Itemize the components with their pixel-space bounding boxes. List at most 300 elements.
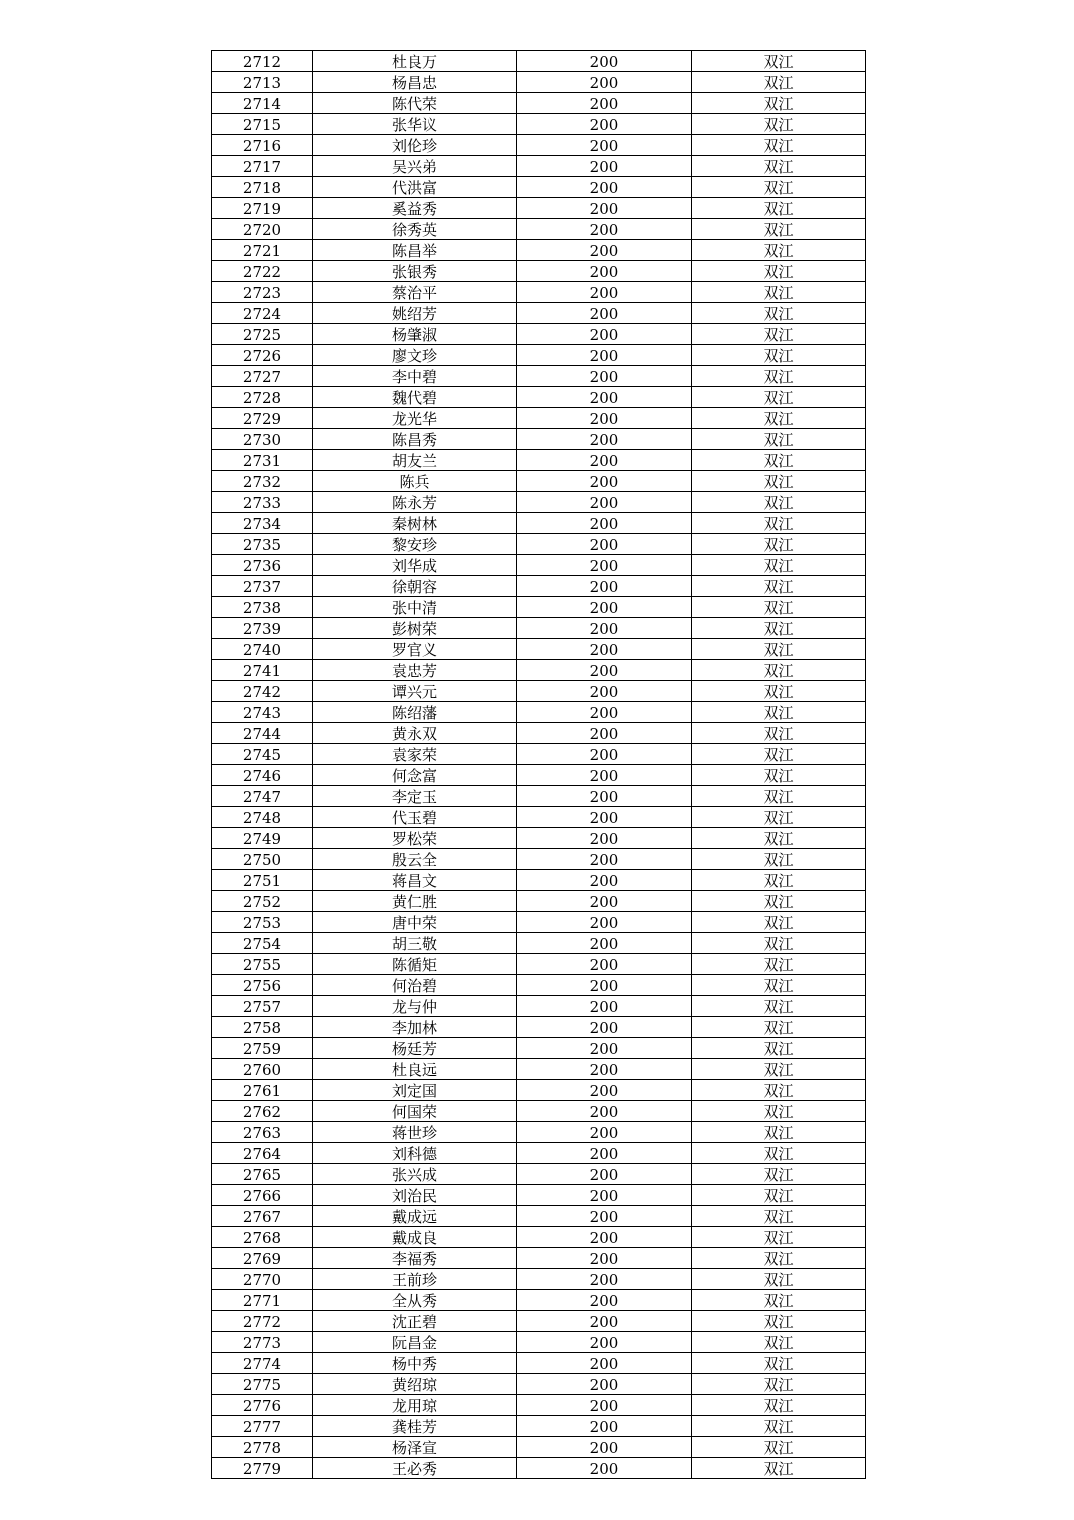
cell-number: 2761 bbox=[212, 1080, 313, 1101]
table-row bbox=[212, 492, 866, 513]
cell-amount: 200 bbox=[517, 198, 692, 219]
cell-name: 徐朝容 bbox=[313, 576, 517, 597]
table-row bbox=[212, 366, 866, 387]
cell-name: 张中清 bbox=[313, 597, 517, 618]
cell-amount: 200 bbox=[517, 681, 692, 702]
table-row bbox=[212, 282, 866, 303]
cell-number: 2765 bbox=[212, 1164, 313, 1185]
cell-number: 2742 bbox=[212, 681, 313, 702]
cell-amount: 200 bbox=[517, 891, 692, 912]
cell-amount: 200 bbox=[517, 450, 692, 471]
cell-number: 2767 bbox=[212, 1206, 313, 1227]
cell-area: 双江 bbox=[692, 1122, 866, 1143]
table-row bbox=[212, 870, 866, 891]
cell-name: 陈循矩 bbox=[313, 954, 517, 975]
cell-amount: 200 bbox=[517, 1311, 692, 1332]
cell-name: 陈绍藩 bbox=[313, 702, 517, 723]
cell-name: 陈昌举 bbox=[313, 240, 517, 261]
cell-number: 2754 bbox=[212, 933, 313, 954]
cell-name: 王必秀 bbox=[313, 1458, 517, 1479]
cell-area: 双江 bbox=[692, 681, 866, 702]
cell-amount: 200 bbox=[517, 1416, 692, 1437]
cell-amount: 200 bbox=[517, 996, 692, 1017]
table-row bbox=[212, 996, 866, 1017]
cell-number: 2770 bbox=[212, 1269, 313, 1290]
cell-name: 王前珍 bbox=[313, 1269, 517, 1290]
cell-number: 2776 bbox=[212, 1395, 313, 1416]
cell-amount: 200 bbox=[517, 408, 692, 429]
cell-name: 戴成远 bbox=[313, 1206, 517, 1227]
cell-amount: 200 bbox=[517, 786, 692, 807]
cell-number: 2725 bbox=[212, 324, 313, 345]
cell-number: 2732 bbox=[212, 471, 313, 492]
cell-area: 双江 bbox=[692, 198, 866, 219]
cell-amount: 200 bbox=[517, 828, 692, 849]
table-row bbox=[212, 1458, 866, 1479]
table-row bbox=[212, 576, 866, 597]
cell-area: 双江 bbox=[692, 534, 866, 555]
table-row bbox=[212, 1122, 866, 1143]
cell-number: 2747 bbox=[212, 786, 313, 807]
cell-amount: 200 bbox=[517, 1248, 692, 1269]
cell-area: 双江 bbox=[692, 72, 866, 93]
table-row bbox=[212, 597, 866, 618]
cell-number: 2763 bbox=[212, 1122, 313, 1143]
cell-name: 李加林 bbox=[313, 1017, 517, 1038]
table-row bbox=[212, 1185, 866, 1206]
cell-name: 蔡治平 bbox=[313, 282, 517, 303]
table-row bbox=[212, 1059, 866, 1080]
cell-name: 罗官义 bbox=[313, 639, 517, 660]
cell-area: 双江 bbox=[692, 807, 866, 828]
cell-area: 双江 bbox=[692, 1248, 866, 1269]
cell-number: 2748 bbox=[212, 807, 313, 828]
table-row bbox=[212, 534, 866, 555]
cell-amount: 200 bbox=[517, 366, 692, 387]
cell-area: 双江 bbox=[692, 576, 866, 597]
cell-name: 蒋世珍 bbox=[313, 1122, 517, 1143]
cell-name: 陈永芳 bbox=[313, 492, 517, 513]
cell-amount: 200 bbox=[517, 51, 692, 72]
cell-amount: 200 bbox=[517, 1164, 692, 1185]
cell-area: 双江 bbox=[692, 1269, 866, 1290]
table-row bbox=[212, 1332, 866, 1353]
cell-name: 戴成良 bbox=[313, 1227, 517, 1248]
cell-amount: 200 bbox=[517, 660, 692, 681]
cell-amount: 200 bbox=[517, 807, 692, 828]
cell-number: 2775 bbox=[212, 1374, 313, 1395]
cell-name: 黄永双 bbox=[313, 723, 517, 744]
cell-name: 刘华成 bbox=[313, 555, 517, 576]
cell-name: 何国荣 bbox=[313, 1101, 517, 1122]
cell-area: 双江 bbox=[692, 870, 866, 891]
cell-number: 2773 bbox=[212, 1332, 313, 1353]
cell-amount: 200 bbox=[517, 1458, 692, 1479]
cell-number: 2769 bbox=[212, 1248, 313, 1269]
cell-number: 2736 bbox=[212, 555, 313, 576]
cell-name: 张兴成 bbox=[313, 1164, 517, 1185]
cell-area: 双江 bbox=[692, 1185, 866, 1206]
cell-amount: 200 bbox=[517, 954, 692, 975]
table-row bbox=[212, 1017, 866, 1038]
cell-amount: 200 bbox=[517, 93, 692, 114]
cell-name: 代玉碧 bbox=[313, 807, 517, 828]
cell-amount: 200 bbox=[517, 114, 692, 135]
cell-amount: 200 bbox=[517, 702, 692, 723]
cell-amount: 200 bbox=[517, 513, 692, 534]
cell-number: 2731 bbox=[212, 450, 313, 471]
cell-amount: 200 bbox=[517, 1038, 692, 1059]
table-row bbox=[212, 1248, 866, 1269]
table-row bbox=[212, 450, 866, 471]
cell-amount: 200 bbox=[517, 597, 692, 618]
cell-amount: 200 bbox=[517, 387, 692, 408]
cell-area: 双江 bbox=[692, 1311, 866, 1332]
cell-amount: 200 bbox=[517, 765, 692, 786]
table-row bbox=[212, 660, 866, 681]
table-row bbox=[212, 93, 866, 114]
cell-number: 2734 bbox=[212, 513, 313, 534]
cell-number: 2722 bbox=[212, 261, 313, 282]
table-row bbox=[212, 303, 866, 324]
cell-amount: 200 bbox=[517, 1080, 692, 1101]
cell-area: 双江 bbox=[692, 597, 866, 618]
cell-name: 阮昌金 bbox=[313, 1332, 517, 1353]
cell-name: 唐中荣 bbox=[313, 912, 517, 933]
cell-number: 2764 bbox=[212, 1143, 313, 1164]
cell-area: 双江 bbox=[692, 1038, 866, 1059]
cell-name: 张银秀 bbox=[313, 261, 517, 282]
cell-amount: 200 bbox=[517, 429, 692, 450]
cell-name: 刘治民 bbox=[313, 1185, 517, 1206]
cell-name: 李中碧 bbox=[313, 366, 517, 387]
cell-area: 双江 bbox=[692, 933, 866, 954]
table-row bbox=[212, 912, 866, 933]
cell-number: 2729 bbox=[212, 408, 313, 429]
table-row bbox=[212, 933, 866, 954]
table-row bbox=[212, 135, 866, 156]
cell-area: 双江 bbox=[692, 1227, 866, 1248]
cell-amount: 200 bbox=[517, 618, 692, 639]
cell-area: 双江 bbox=[692, 324, 866, 345]
table-row bbox=[212, 1395, 866, 1416]
cell-area: 双江 bbox=[692, 765, 866, 786]
table-row bbox=[212, 1311, 866, 1332]
cell-area: 双江 bbox=[692, 1101, 866, 1122]
cell-area: 双江 bbox=[692, 1059, 866, 1080]
cell-name: 袁家荣 bbox=[313, 744, 517, 765]
table-row bbox=[212, 723, 866, 744]
cell-number: 2743 bbox=[212, 702, 313, 723]
cell-amount: 200 bbox=[517, 555, 692, 576]
cell-area: 双江 bbox=[692, 786, 866, 807]
cell-area: 双江 bbox=[692, 891, 866, 912]
table-row bbox=[212, 1101, 866, 1122]
cell-amount: 200 bbox=[517, 1101, 692, 1122]
cell-amount: 200 bbox=[517, 1395, 692, 1416]
cell-number: 2718 bbox=[212, 177, 313, 198]
cell-amount: 200 bbox=[517, 492, 692, 513]
table-row bbox=[212, 975, 866, 996]
cell-number: 2774 bbox=[212, 1353, 313, 1374]
table-row bbox=[212, 240, 866, 261]
cell-name: 蒋昌文 bbox=[313, 870, 517, 891]
cell-number: 2733 bbox=[212, 492, 313, 513]
table-row bbox=[212, 1206, 866, 1227]
table-row bbox=[212, 1143, 866, 1164]
cell-name: 黎安珍 bbox=[313, 534, 517, 555]
cell-area: 双江 bbox=[692, 156, 866, 177]
cell-name: 刘科德 bbox=[313, 1143, 517, 1164]
cell-amount: 200 bbox=[517, 744, 692, 765]
table-row bbox=[212, 807, 866, 828]
cell-area: 双江 bbox=[692, 408, 866, 429]
cell-area: 双江 bbox=[692, 114, 866, 135]
cell-area: 双江 bbox=[692, 303, 866, 324]
table-row bbox=[212, 1437, 866, 1458]
table-row bbox=[212, 639, 866, 660]
cell-number: 2728 bbox=[212, 387, 313, 408]
cell-amount: 200 bbox=[517, 1185, 692, 1206]
cell-amount: 200 bbox=[517, 1227, 692, 1248]
cell-name: 杜良万 bbox=[313, 51, 517, 72]
cell-name: 袁忠芳 bbox=[313, 660, 517, 681]
table-row bbox=[212, 429, 866, 450]
cell-amount: 200 bbox=[517, 177, 692, 198]
cell-name: 魏代碧 bbox=[313, 387, 517, 408]
cell-number: 2737 bbox=[212, 576, 313, 597]
cell-number: 2721 bbox=[212, 240, 313, 261]
cell-name: 龙与仲 bbox=[313, 996, 517, 1017]
cell-name: 徐秀英 bbox=[313, 219, 517, 240]
table-row bbox=[212, 471, 866, 492]
cell-name: 杨昌忠 bbox=[313, 72, 517, 93]
cell-name: 姚绍芳 bbox=[313, 303, 517, 324]
table-row bbox=[212, 1038, 866, 1059]
table-row bbox=[212, 1353, 866, 1374]
table-row bbox=[212, 849, 866, 870]
cell-number: 2750 bbox=[212, 849, 313, 870]
cell-area: 双江 bbox=[692, 471, 866, 492]
table-row bbox=[212, 1227, 866, 1248]
cell-number: 2766 bbox=[212, 1185, 313, 1206]
cell-name: 陈兵 bbox=[313, 471, 517, 492]
cell-amount: 200 bbox=[517, 1332, 692, 1353]
table-row bbox=[212, 72, 866, 93]
cell-name: 杜良远 bbox=[313, 1059, 517, 1080]
table-row bbox=[212, 156, 866, 177]
cell-number: 2740 bbox=[212, 639, 313, 660]
cell-name: 沈正碧 bbox=[313, 1311, 517, 1332]
table-row bbox=[212, 387, 866, 408]
cell-number: 2749 bbox=[212, 828, 313, 849]
cell-amount: 200 bbox=[517, 1290, 692, 1311]
cell-area: 双江 bbox=[692, 954, 866, 975]
table-row bbox=[212, 681, 866, 702]
cell-amount: 200 bbox=[517, 1122, 692, 1143]
cell-area: 双江 bbox=[692, 261, 866, 282]
cell-number: 2771 bbox=[212, 1290, 313, 1311]
table-row bbox=[212, 786, 866, 807]
table-row bbox=[212, 618, 866, 639]
cell-area: 双江 bbox=[692, 702, 866, 723]
cell-amount: 200 bbox=[517, 219, 692, 240]
cell-name: 何念富 bbox=[313, 765, 517, 786]
cell-area: 双江 bbox=[692, 1143, 866, 1164]
cell-area: 双江 bbox=[692, 1332, 866, 1353]
cell-number: 2727 bbox=[212, 366, 313, 387]
cell-name: 杨廷芳 bbox=[313, 1038, 517, 1059]
table-row bbox=[212, 219, 866, 240]
cell-name: 廖文珍 bbox=[313, 345, 517, 366]
cell-area: 双江 bbox=[692, 1395, 866, 1416]
cell-number: 2723 bbox=[212, 282, 313, 303]
cell-number: 2746 bbox=[212, 765, 313, 786]
cell-amount: 200 bbox=[517, 1374, 692, 1395]
cell-area: 双江 bbox=[692, 513, 866, 534]
cell-amount: 200 bbox=[517, 723, 692, 744]
table-row bbox=[212, 744, 866, 765]
cell-number: 2772 bbox=[212, 1311, 313, 1332]
table-row bbox=[212, 555, 866, 576]
cell-number: 2753 bbox=[212, 912, 313, 933]
cell-area: 双江 bbox=[692, 975, 866, 996]
cell-name: 罗松荣 bbox=[313, 828, 517, 849]
cell-name: 陈代荣 bbox=[313, 93, 517, 114]
table-row bbox=[212, 1269, 866, 1290]
cell-area: 双江 bbox=[692, 1206, 866, 1227]
cell-area: 双江 bbox=[692, 135, 866, 156]
cell-number: 2756 bbox=[212, 975, 313, 996]
table-row bbox=[212, 345, 866, 366]
cell-amount: 200 bbox=[517, 1059, 692, 1080]
cell-area: 双江 bbox=[692, 1164, 866, 1185]
cell-number: 2757 bbox=[212, 996, 313, 1017]
cell-area: 双江 bbox=[692, 177, 866, 198]
cell-area: 双江 bbox=[692, 744, 866, 765]
cell-name: 全从秀 bbox=[313, 1290, 517, 1311]
cell-area: 双江 bbox=[692, 492, 866, 513]
cell-name: 龚桂芳 bbox=[313, 1416, 517, 1437]
cell-number: 2744 bbox=[212, 723, 313, 744]
cell-name: 谭兴元 bbox=[313, 681, 517, 702]
cell-number: 2735 bbox=[212, 534, 313, 555]
table-row bbox=[212, 828, 866, 849]
cell-name: 黄仁胜 bbox=[313, 891, 517, 912]
table-row bbox=[212, 891, 866, 912]
cell-number: 2714 bbox=[212, 93, 313, 114]
cell-number: 2758 bbox=[212, 1017, 313, 1038]
cell-area: 双江 bbox=[692, 51, 866, 72]
table-body bbox=[212, 51, 866, 1479]
cell-number: 2730 bbox=[212, 429, 313, 450]
cell-amount: 200 bbox=[517, 933, 692, 954]
cell-area: 双江 bbox=[692, 1017, 866, 1038]
cell-amount: 200 bbox=[517, 534, 692, 555]
cell-number: 2745 bbox=[212, 744, 313, 765]
table-row bbox=[212, 198, 866, 219]
cell-number: 2777 bbox=[212, 1416, 313, 1437]
table-row bbox=[212, 408, 866, 429]
cell-amount: 200 bbox=[517, 975, 692, 996]
cell-amount: 200 bbox=[517, 282, 692, 303]
cell-amount: 200 bbox=[517, 1206, 692, 1227]
cell-name: 李定玉 bbox=[313, 786, 517, 807]
cell-name: 刘定国 bbox=[313, 1080, 517, 1101]
cell-number: 2752 bbox=[212, 891, 313, 912]
cell-amount: 200 bbox=[517, 1269, 692, 1290]
cell-area: 双江 bbox=[692, 1416, 866, 1437]
cell-area: 双江 bbox=[692, 240, 866, 261]
table-row bbox=[212, 702, 866, 723]
table-row bbox=[212, 177, 866, 198]
cell-amount: 200 bbox=[517, 471, 692, 492]
cell-name: 李福秀 bbox=[313, 1248, 517, 1269]
cell-area: 双江 bbox=[692, 1353, 866, 1374]
cell-number: 2724 bbox=[212, 303, 313, 324]
cell-area: 双江 bbox=[692, 1458, 866, 1479]
cell-name: 胡友兰 bbox=[313, 450, 517, 471]
cell-area: 双江 bbox=[692, 1290, 866, 1311]
cell-number: 2716 bbox=[212, 135, 313, 156]
cell-area: 双江 bbox=[692, 555, 866, 576]
cell-amount: 200 bbox=[517, 1017, 692, 1038]
cell-amount: 200 bbox=[517, 303, 692, 324]
table-row bbox=[212, 51, 866, 72]
cell-amount: 200 bbox=[517, 156, 692, 177]
table-row bbox=[212, 1164, 866, 1185]
cell-name: 奚益秀 bbox=[313, 198, 517, 219]
cell-name: 彭树荣 bbox=[313, 618, 517, 639]
cell-number: 2717 bbox=[212, 156, 313, 177]
cell-amount: 200 bbox=[517, 1437, 692, 1458]
cell-area: 双江 bbox=[692, 1080, 866, 1101]
cell-amount: 200 bbox=[517, 72, 692, 93]
table-row bbox=[212, 513, 866, 534]
cell-amount: 200 bbox=[517, 324, 692, 345]
cell-number: 2738 bbox=[212, 597, 313, 618]
cell-area: 双江 bbox=[692, 282, 866, 303]
cell-name: 张华议 bbox=[313, 114, 517, 135]
cell-number: 2726 bbox=[212, 345, 313, 366]
table-row bbox=[212, 1290, 866, 1311]
data-table bbox=[211, 50, 866, 1479]
cell-name: 胡三敬 bbox=[313, 933, 517, 954]
cell-area: 双江 bbox=[692, 828, 866, 849]
cell-name: 刘伦珍 bbox=[313, 135, 517, 156]
cell-amount: 200 bbox=[517, 240, 692, 261]
cell-number: 2713 bbox=[212, 72, 313, 93]
cell-area: 双江 bbox=[692, 912, 866, 933]
cell-name: 黄绍琼 bbox=[313, 1374, 517, 1395]
table-row bbox=[212, 954, 866, 975]
cell-name: 何治碧 bbox=[313, 975, 517, 996]
cell-area: 双江 bbox=[692, 1437, 866, 1458]
cell-name: 代洪富 bbox=[313, 177, 517, 198]
cell-area: 双江 bbox=[692, 366, 866, 387]
cell-name: 杨肇淑 bbox=[313, 324, 517, 345]
cell-amount: 200 bbox=[517, 1353, 692, 1374]
cell-name: 龙用琼 bbox=[313, 1395, 517, 1416]
cell-number: 2715 bbox=[212, 114, 313, 135]
cell-area: 双江 bbox=[692, 849, 866, 870]
cell-area: 双江 bbox=[692, 639, 866, 660]
table-row bbox=[212, 324, 866, 345]
cell-area: 双江 bbox=[692, 387, 866, 408]
cell-name: 吴兴弟 bbox=[313, 156, 517, 177]
cell-area: 双江 bbox=[692, 618, 866, 639]
cell-number: 2762 bbox=[212, 1101, 313, 1122]
